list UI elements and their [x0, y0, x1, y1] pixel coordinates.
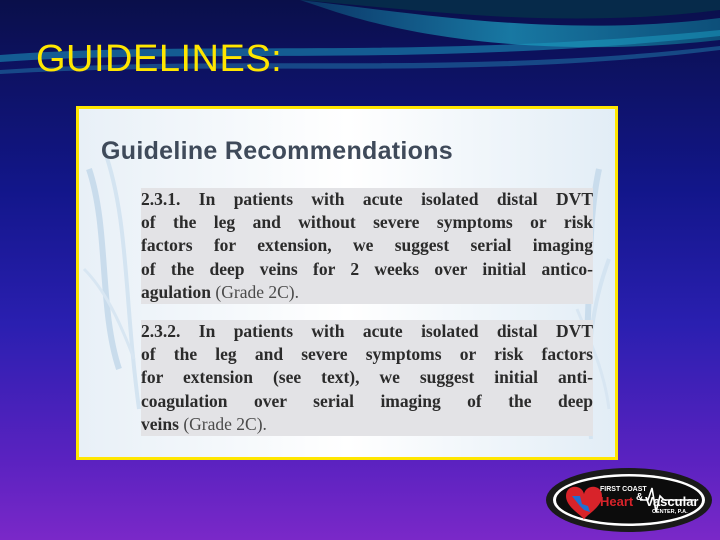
rec-line: for extension (see text), we suggest initial anti- — [141, 367, 593, 388]
recommendation-2-3-1 — [141, 188, 593, 304]
slide-title: GUIDELINES: — [36, 38, 283, 80]
logo-heart-word: Heart — [600, 494, 634, 509]
rec-line: of the leg and without severe symptoms or risk — [141, 212, 593, 233]
rec-line-end: veins — [141, 413, 179, 434]
logo-line-3: CENTER, P.A. — [652, 509, 688, 515]
first-coast-heart-vascular-logo — [544, 466, 714, 534]
logo-line-1: FIRST COAST — [600, 486, 647, 493]
rec-line-last — [141, 413, 593, 436]
rec-line-last — [141, 281, 593, 304]
rec-line: of the leg and severe symptoms or risk factors — [141, 344, 593, 365]
grade-label: (Grade 2C). — [215, 281, 299, 302]
rec-line: factors for extension, we suggest serial imaging — [141, 235, 593, 256]
guideline-image-panel — [76, 106, 618, 460]
grade-label: (Grade 2C). — [183, 413, 267, 434]
panel-heading: Guideline Recommendations — [101, 137, 454, 165]
rec-line: coagulation over serial imaging of the deep — [141, 390, 593, 411]
rec-line: 2.3.1. In patients with acute isolated distal DVT — [141, 189, 593, 209]
rec-line-end: agulation — [141, 281, 212, 302]
logo-ampersand: & — [636, 492, 644, 503]
rec-line: of the deep veins for 2 weeks over initial antico- — [141, 258, 593, 279]
logo-vascular-word: Vascular — [645, 494, 699, 509]
recommendation-2-3-2 — [141, 320, 593, 436]
rec-line: 2.3.2. In patients with acute isolated distal DVT — [141, 321, 593, 341]
